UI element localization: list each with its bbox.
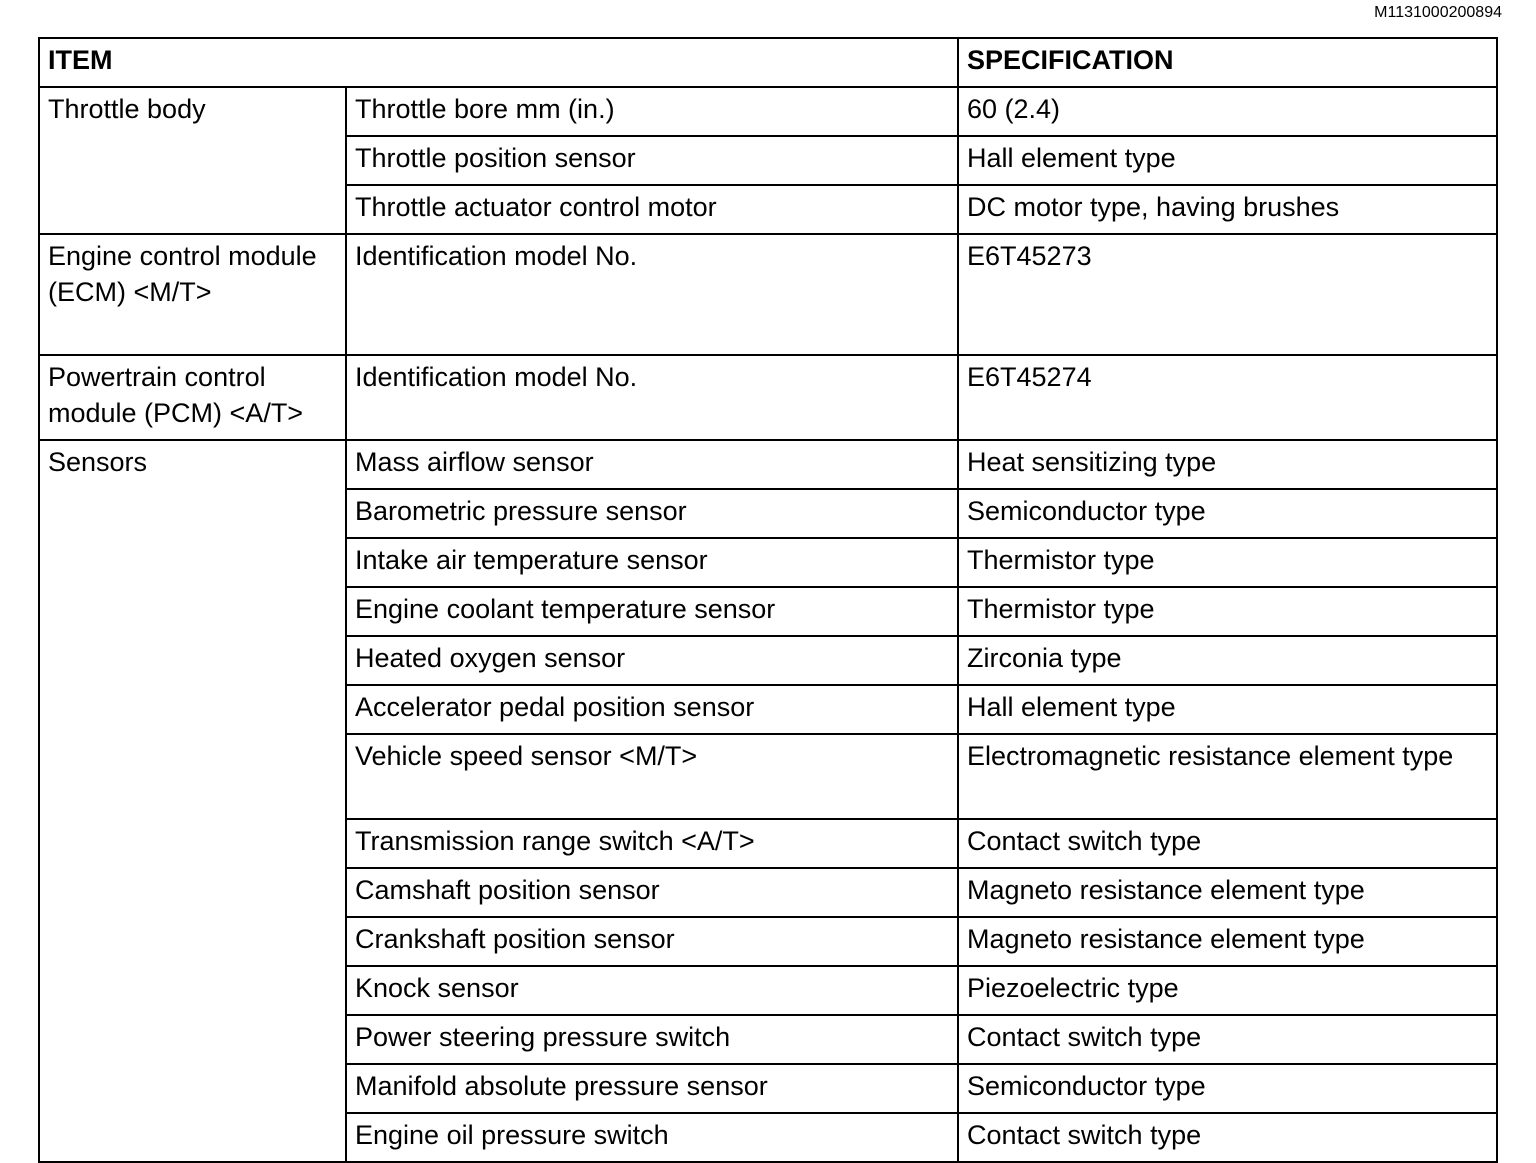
row-spec: Hall element type [958,685,1497,734]
row-label: Identification model No. [346,234,958,355]
row-label: Crankshaft position sensor [346,917,958,966]
table-row [39,87,1497,136]
group-item: Powertrain control module (PCM) <A/T> [39,355,346,440]
row-label: Transmission range switch <A/T> [346,819,958,868]
row-label: Engine oil pressure switch [346,1113,958,1162]
table-row [39,355,1497,440]
row-spec: Semiconductor type [958,489,1497,538]
row-label: Throttle position sensor [346,136,958,185]
group-item: Throttle body [39,87,346,234]
row-label: Accelerator pedal position sensor [346,685,958,734]
row-spec: Contact switch type [958,1113,1497,1162]
row-label: Manifold absolute pressure sensor [346,1064,958,1113]
row-label: Throttle bore mm (in.) [346,87,958,136]
row-spec: Contact switch type [958,1015,1497,1064]
document-id: M1131000200894 [1374,4,1502,21]
row-spec: Heat sensitizing type [958,440,1497,489]
row-spec: Zirconia type [958,636,1497,685]
row-label: Heated oxygen sensor [346,636,958,685]
row-label: Engine coolant temperature sensor [346,587,958,636]
row-spec: Hall element type [958,136,1497,185]
row-spec: E6T45273 [958,234,1497,355]
row-label: Barometric pressure sensor [346,489,958,538]
row-spec: 60 (2.4) [958,87,1497,136]
row-label: Intake air temperature sensor [346,538,958,587]
row-spec: Contact switch type [958,819,1497,868]
table-row [39,234,1497,355]
row-label: Throttle actuator control motor [346,185,958,234]
row-spec: Magneto resistance element type [958,917,1497,966]
group-item: Sensors [39,440,346,1162]
row-label: Identification model No. [346,355,958,440]
table-header-row [39,38,1497,87]
row-label: Mass airflow sensor [346,440,958,489]
row-spec: Magneto resistance element type [958,868,1497,917]
row-spec: Electromagnetic resistance element type [958,734,1497,819]
group-item: Engine control module (ECM) <M/T> [39,234,346,355]
row-label: Camshaft position sensor [346,868,958,917]
row-label: Vehicle speed sensor <M/T> [346,734,958,819]
row-spec: DC motor type, having brushes [958,185,1497,234]
row-label: Knock sensor [346,966,958,1015]
row-spec: Piezoelectric type [958,966,1497,1015]
row-label: Power steering pressure switch [346,1015,958,1064]
header-item: ITEM [39,38,958,87]
table-row [39,440,1497,489]
header-specification: SPECIFICATION [958,38,1497,87]
row-spec: Thermistor type [958,538,1497,587]
row-spec: Thermistor type [958,587,1497,636]
specification-table [38,37,1498,1163]
row-spec: E6T45274 [958,355,1497,440]
row-spec: Semiconductor type [958,1064,1497,1113]
